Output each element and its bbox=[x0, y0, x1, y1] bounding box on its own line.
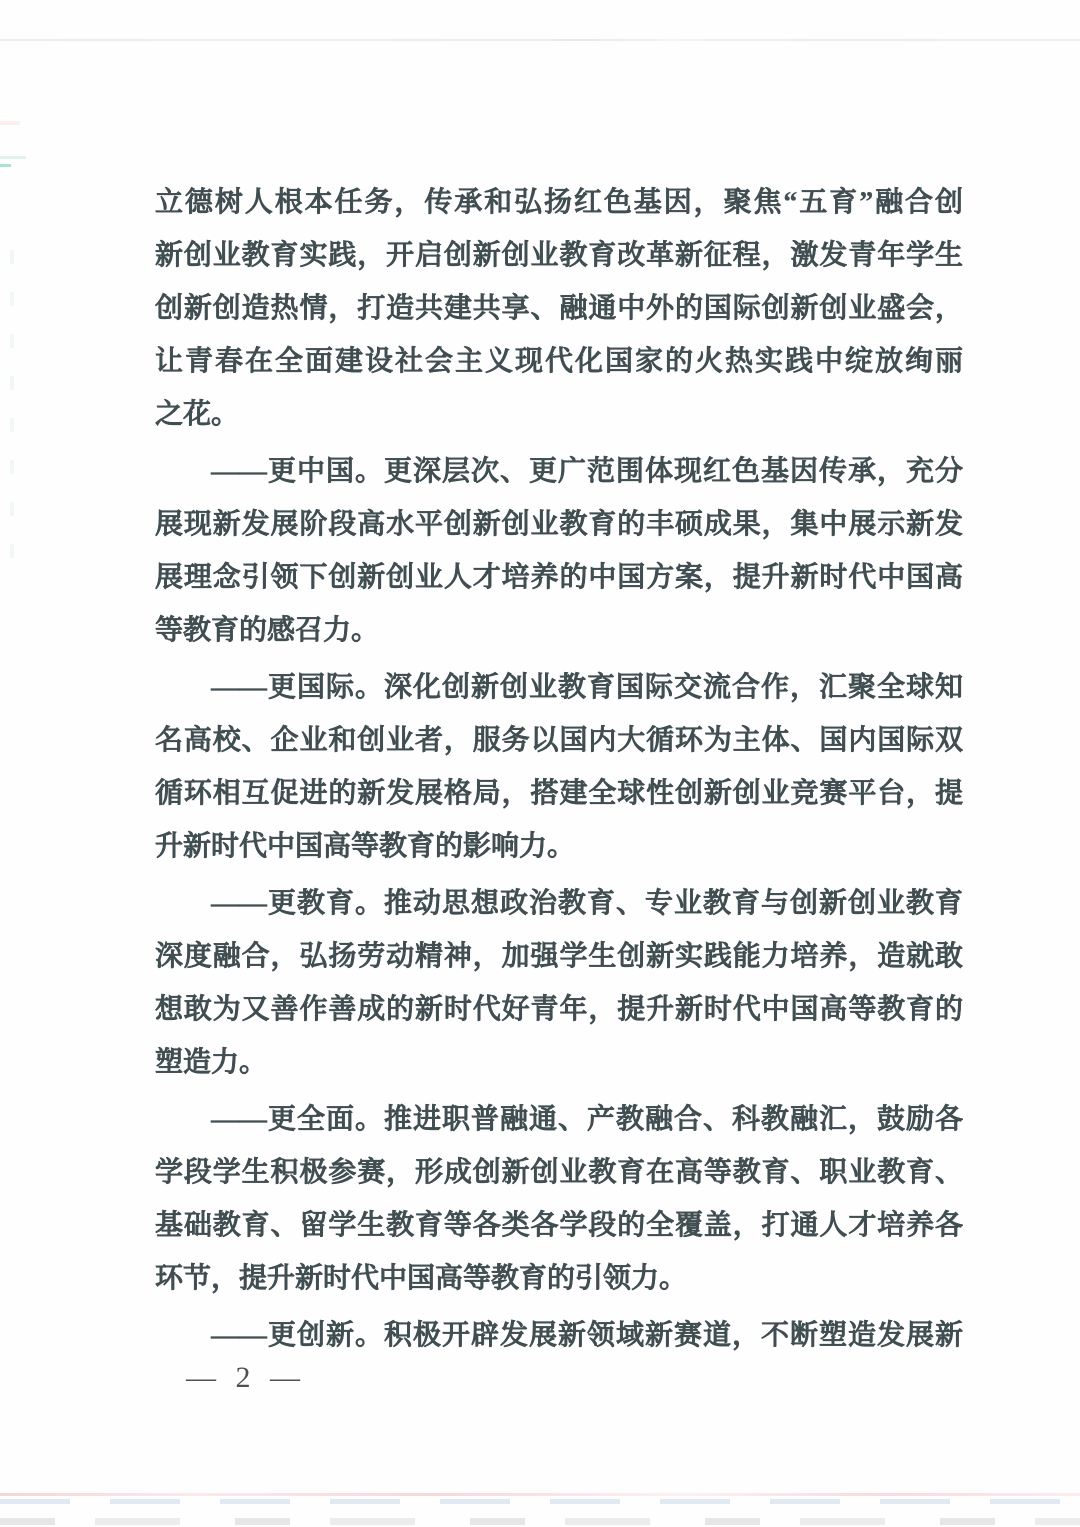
page-number: — 2 — bbox=[186, 1361, 306, 1394]
text-line: 想敢为又善作善成的新时代好青年，提升新时代中国高等教育的 bbox=[155, 994, 963, 1025]
text-line: 创新创造热情，打造共建共享、融通中外的国际创新创业盛会， bbox=[155, 293, 963, 324]
paragraph bbox=[155, 1093, 963, 1305]
paragraph bbox=[155, 1309, 963, 1362]
text-line: 环节，提升新时代中国高等教育的引领力。 bbox=[155, 1263, 688, 1294]
scan-artifact-bottom-pink-line bbox=[0, 1493, 1080, 1496]
text-line: 展理念引领下创新创业人才培养的中国方案，提升新时代中国高 bbox=[155, 562, 963, 593]
text-line: 立德树人根本任务，传承和弘扬红色基因，聚焦“五育”融合创 bbox=[155, 187, 963, 218]
text-line: ——更全面。推进职普融通、产教融合、科教融汇，鼓励各 bbox=[211, 1104, 963, 1135]
paragraph bbox=[155, 661, 963, 873]
text-line: ——更中国。更深层次、更广范围体现红色基因传承，充分 bbox=[211, 456, 963, 487]
scan-artifact-left-pink-mark bbox=[0, 121, 20, 125]
paragraph bbox=[155, 176, 963, 441]
text-line: 学段学生积极参赛，形成创新创业教育在高等教育、职业教育、 bbox=[155, 1157, 963, 1188]
text-line: 让青春在全面建设社会主义现代化国家的火热实践中绽放绚丽 bbox=[155, 346, 963, 377]
text-line: ——更国际。深化创新创业教育国际交流合作，汇聚全球知 bbox=[211, 672, 963, 703]
text-line: 展现新发展阶段高水平创新创业教育的丰硕成果，集中展示新发 bbox=[155, 509, 963, 540]
scan-artifact-left-teal-mark bbox=[0, 164, 11, 167]
scan-artifact-bottom-blue-band bbox=[0, 1499, 1080, 1504]
text-line: 新创业教育实践，开启创新创业教育改革新征程，激发青年学生 bbox=[155, 240, 963, 271]
text-line: 基础教育、留学生教育等各类各学段的全覆盖，打通人才培养各 bbox=[155, 1210, 963, 1241]
paragraph bbox=[155, 877, 963, 1089]
text-line: ——更教育。推动思想政治教育、专业教育与创新创业教育 bbox=[211, 888, 963, 919]
scan-artifact-left-teal-mark bbox=[0, 156, 26, 159]
text-line: 等教育的感召力。 bbox=[155, 615, 380, 646]
text-line: 名高校、企业和创业者，服务以国内大循环为主体、国内国际双 bbox=[155, 725, 963, 756]
text-line: 深度融合，弘扬劳动精神，加强学生创新实践能力培养，造就敢 bbox=[155, 941, 963, 972]
scan-artifact-top-line bbox=[0, 39, 1080, 41]
text-line: 升新时代中国高等教育的影响力。 bbox=[155, 831, 576, 862]
text-line: 塑造力。 bbox=[155, 1047, 268, 1078]
text-line: 之花。 bbox=[155, 399, 240, 430]
paragraph bbox=[155, 445, 963, 657]
scan-artifact-bottom-ghost-text bbox=[0, 1518, 1080, 1525]
text-line: ——更创新。积极开辟发展新领域新赛道，不断塑造发展新 bbox=[211, 1320, 963, 1351]
text-line: 循环相互促进的新发展格局，搭建全球性创新创业竞赛平台，提 bbox=[155, 778, 963, 809]
scan-artifact-left-smudge bbox=[10, 250, 14, 580]
document-body bbox=[155, 176, 963, 1366]
